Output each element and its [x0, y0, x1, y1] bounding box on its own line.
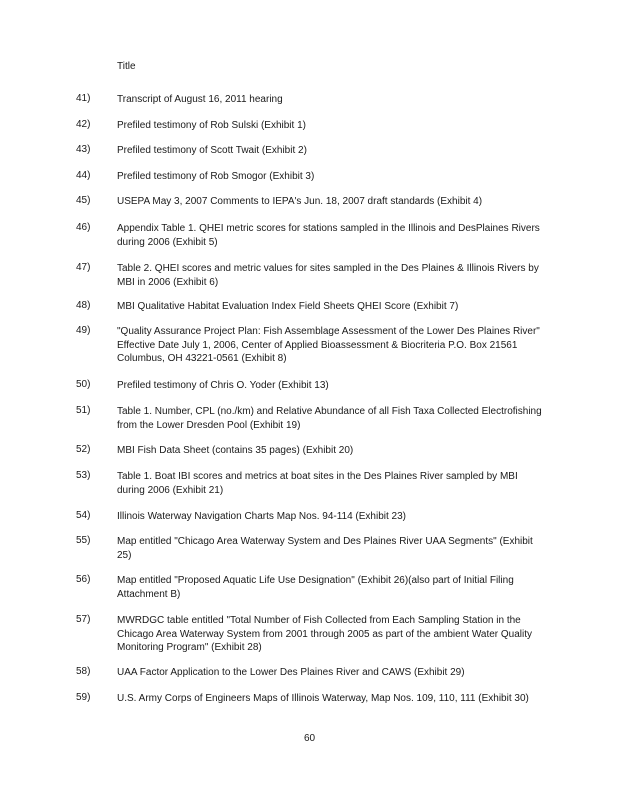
entry-text: Table 2. QHEI scores and metric values for sites sampled in the Des Plaines & Illinois Rivers by MBI in 2006 (Exhibit 6): [117, 263, 539, 288]
entry-number: 44): [76, 170, 91, 181]
page-number: 60: [303, 733, 316, 744]
entry-number: 55): [76, 535, 91, 546]
entry-number: 41): [76, 93, 91, 104]
entry-number: 54): [76, 510, 91, 521]
entry-number: 45): [76, 195, 91, 206]
entry-number: 56): [76, 574, 91, 585]
entry-text: Appendix Table 1. QHEI metric scores for stations sampled in the Illinois and DesPlaines Rivers during 2006 (Exhibit 5): [117, 223, 540, 248]
entry-text: U.S. Army Corps of Engineers Maps of Illinois Waterway, Map Nos. 109, 110, 111 (Exhibit 30): [117, 693, 529, 704]
entry-number: 50): [76, 379, 91, 390]
entry-text: Prefiled testimony of Chris O. Yoder (Exhibit 13): [117, 380, 329, 391]
column-title: Title: [117, 61, 136, 72]
entry-text: MWRDGC table entitled "Total Number of Fish Collected from Each Sampling Station in the Chicago Area Waterway System from 2001 through 2005 as part of the ambient Water Quality Monitoring Program" (Exhibit 28): [117, 615, 533, 653]
entry-number: 47): [76, 262, 91, 273]
entry-text: MBI Fish Data Sheet (contains 35 pages) (Exhibit 20): [117, 445, 354, 456]
entry-text: "Quality Assurance Project Plan: Fish Assemblage Assessment of the Lower Des Plaines River" Effective Date July 1, 2006, Center of Applied Bioassessment & Biocriteria P.O. Box 21561 Columbus, OH 43221-0561 (Exhibit 8): [117, 326, 540, 364]
entry-number: 43): [76, 144, 91, 155]
entry-text: Map entitled "Proposed Aquatic Life Use Designation" (Exhibit 26)(also part of Initial Filing Attachment B): [117, 575, 514, 600]
entry-number: 53): [76, 470, 91, 481]
entry-number: 59): [76, 692, 91, 703]
entry-number: 48): [76, 300, 91, 311]
entry-text: Table 1. Boat IBI scores and metrics at boat sites in the Des Plaines River sampled by MBI during 2006 (Exhibit 21): [117, 471, 518, 496]
entry-number: 52): [76, 444, 91, 455]
entry-text: Transcript of August 16, 2011 hearing: [117, 94, 283, 105]
entry-text: Prefiled testimony of Scott Twait (Exhibit 2): [117, 145, 307, 156]
entry-number: 46): [76, 222, 91, 233]
entry-text: Prefiled testimony of Rob Smogor (Exhibit 3): [117, 171, 315, 182]
entry-text: Prefiled testimony of Rob Sulski (Exhibit 1): [117, 120, 306, 131]
entry-number: 58): [76, 666, 91, 677]
entry-number: 42): [76, 119, 91, 130]
entry-text: Map entitled "Chicago Area Waterway System and Des Plaines River UAA Segments" (Exhibit 25): [117, 536, 533, 561]
entry-text: Illinois Waterway Navigation Charts Map Nos. 94-114 (Exhibit 23): [117, 511, 407, 522]
entry-text: Table 1. Number, CPL (no./km) and Relative Abundance of all Fish Taxa Collected Electrofishing from the Lower Dresden Pool (Exhibit 19): [117, 406, 542, 431]
entry-text: USEPA May 3, 2007 Comments to IEPA's Jun. 18, 2007 draft standards (Exhibit 4): [117, 196, 483, 207]
entry-number: 49): [76, 325, 91, 336]
entry-number: 51): [76, 405, 91, 416]
entry-text: MBI Qualitative Habitat Evaluation Index Field Sheets QHEI Score (Exhibit 7): [117, 301, 459, 312]
entry-text: UAA Factor Application to the Lower Des Plaines River and CAWS (Exhibit 29): [117, 667, 465, 678]
entry-number: 57): [76, 614, 91, 625]
